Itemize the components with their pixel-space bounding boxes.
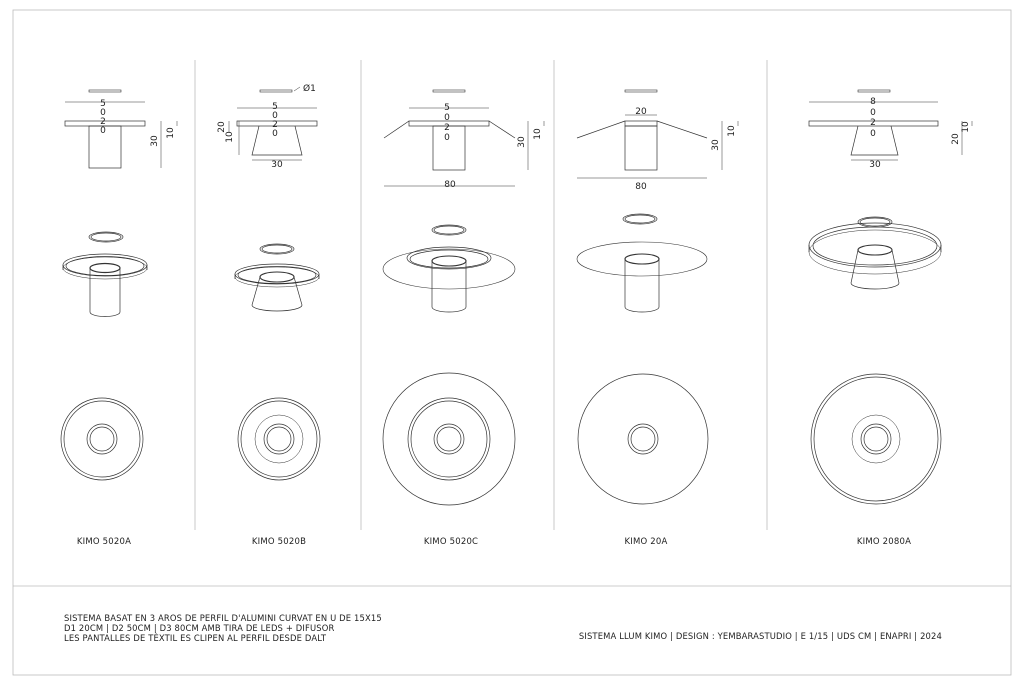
perspective-view	[235, 244, 319, 311]
perspective-view	[577, 214, 707, 312]
dim-top-4: 0	[272, 129, 278, 139]
dim-height-outer: 20	[951, 133, 961, 145]
dim-top-3: 2	[870, 118, 876, 128]
dim-top-2: 0	[870, 108, 876, 118]
model-kimo-5020a	[61, 90, 177, 480]
dim-diameter-tag: Ø1	[303, 84, 316, 94]
dim-bottom: 30	[271, 160, 283, 170]
dim-height-outer: 30	[150, 135, 160, 147]
elevation-view	[65, 90, 177, 168]
model-kimo-5020c	[383, 90, 544, 505]
model-kimo-2080a	[809, 90, 972, 504]
dim-top-1: 5	[272, 102, 278, 112]
dim-top-4: 0	[870, 129, 876, 139]
model-label-kimo-2080a: KIMO 2080A	[856, 537, 912, 547]
dim-bottom: 80	[635, 182, 647, 192]
dim-top-1: 8	[870, 97, 876, 107]
dim-top-1: 5	[100, 99, 106, 109]
dim-top-4: 0	[444, 133, 450, 143]
dim-left-small: 20	[217, 121, 227, 133]
dim-top-3: 2	[444, 123, 450, 133]
note-line: SISTEMA BASAT EN 3 AROS DE PERFIL D'ALUMINI CURVAT EN U DE 15X15	[64, 613, 382, 623]
perspective-view	[383, 225, 515, 312]
dim-top-2: 0	[272, 111, 278, 121]
model-label-kimo-5020b: KIMO 5020B	[251, 537, 307, 547]
dim-bottom: 80	[444, 180, 456, 190]
dim-top-1: 5	[444, 103, 450, 113]
note-line: D1 20CM | D2 50CM | D3 80CM AMB TIRA DE LEDS + DIFUSOR	[64, 623, 335, 634]
title-block: SISTEMA LLUM KIMO | DESIGN : YEMBARASTUDIO | E 1/15 | UDS CM | ENAPRI | 2024	[578, 631, 942, 641]
model-kimo-5020b	[229, 87, 320, 480]
dim-top-4: 0	[100, 126, 106, 136]
perspective-view	[63, 232, 147, 316]
sheet-frame	[13, 10, 1011, 675]
model-label-kimo-5020a: KIMO 5020A	[76, 537, 132, 547]
dim-height-outer: 30	[517, 136, 527, 148]
perspective-view	[809, 217, 941, 289]
dim-height-outer: 30	[711, 139, 721, 151]
plan-view	[383, 373, 515, 505]
plan-view	[238, 398, 320, 480]
dim-top-2: 0	[100, 108, 106, 118]
dim-height-inner: 10	[166, 127, 176, 139]
plan-view	[61, 398, 143, 480]
dim-top-3: 2	[100, 117, 106, 127]
dim-top-3: 2	[272, 120, 278, 130]
plan-view	[811, 374, 941, 504]
dim-height-inner: 10	[727, 125, 737, 137]
model-kimo-20a	[577, 90, 738, 504]
system-notes	[64, 613, 382, 644]
elevation-view	[809, 90, 972, 160]
dim-top-1: 20	[635, 107, 647, 117]
dim-height-inner: 10	[533, 128, 543, 140]
model-label-kimo-5020c: KIMO 5020C	[423, 537, 479, 547]
plan-view	[578, 374, 708, 504]
model-label-kimo-20a: KIMO 20A	[624, 537, 668, 547]
dim-left-inner: 10	[225, 131, 235, 143]
dim-height-inner: 10	[961, 121, 971, 133]
note-line: LES PANTALLES DE TÈXTIL ES CLIPEN AL PERFIL DESDE DALT	[64, 633, 327, 644]
dim-top-2: 0	[444, 113, 450, 123]
dim-bottom: 30	[869, 160, 881, 170]
elevation-view	[577, 90, 738, 178]
